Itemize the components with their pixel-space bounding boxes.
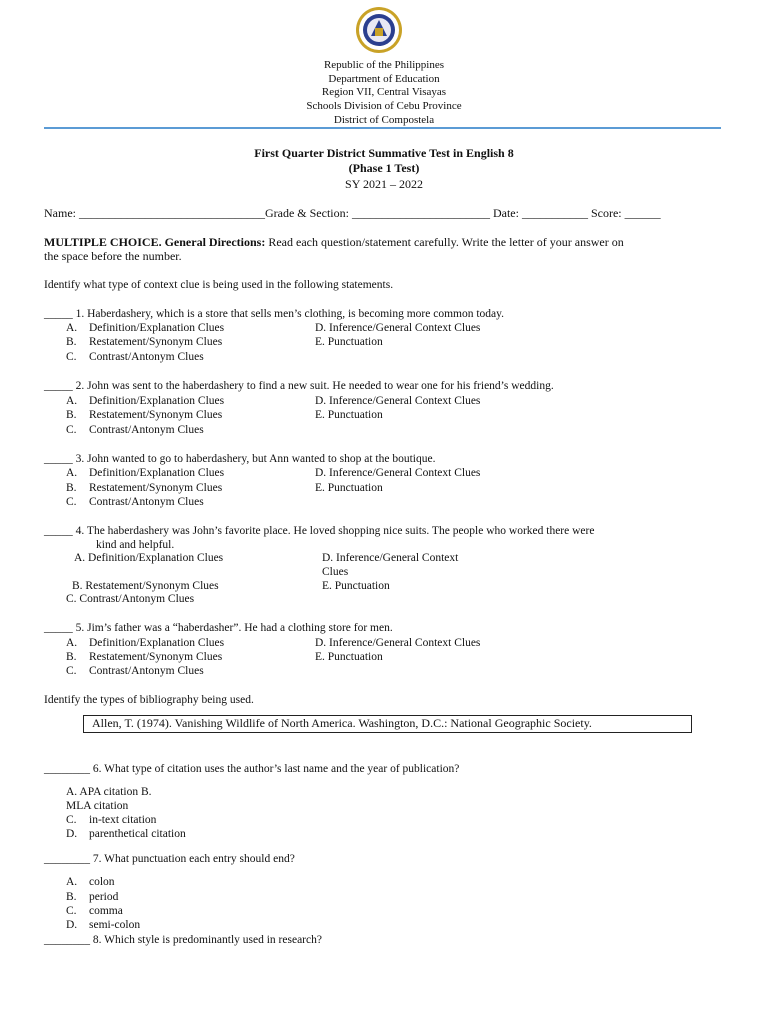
directions-label: MULTIPLE CHOICE. General Directions: [44, 235, 266, 249]
q5-opt-a: Definition/Explanation Clues [89, 637, 225, 649]
header-department: Department of Education [328, 73, 440, 85]
q2-opt-a: Definition/Explanation Clues [89, 395, 225, 407]
q6-opt-d-letter: D. [66, 828, 78, 840]
q1-opt-c: Contrast/Antonym Clues [89, 351, 204, 363]
q1-opt-c-letter: C. [66, 351, 77, 363]
directions-line1 [44, 235, 624, 249]
q2-opt-e: E. Punctuation [315, 409, 383, 421]
q2-opt-c: Contrast/Antonym Clues [89, 424, 204, 436]
q5-opt-c: Contrast/Antonym Clues [89, 665, 204, 677]
q5-opt-b: Restatement/Synonym Clues [89, 651, 223, 663]
q6-opt-b: MLA citation [66, 800, 129, 812]
q5-opt-e: E. Punctuation [315, 651, 383, 663]
q5-opt-c-letter: C. [66, 665, 77, 677]
q3-opt-e: E. Punctuation [315, 482, 383, 494]
instruction-context-clues: Identify what type of context clue is being used in the following statements. [44, 279, 394, 291]
q4-opt-e: E. Punctuation [322, 580, 390, 592]
q7-opt-c-letter: C. [66, 905, 77, 917]
q7-opt-a-letter: A. [66, 876, 78, 888]
q6-opt-a: A. APA citation B. [66, 786, 152, 798]
q1-opt-d: D. Inference/General Context Clues [315, 322, 481, 334]
question-3-stem: _____ 3. John wanted to go to haberdashery, but Ann wanted to shop at the boutique. [44, 453, 436, 465]
q2-opt-c-letter: C. [66, 424, 77, 436]
header-division: Schools Division of Cebu Province [306, 100, 462, 112]
q7-opt-c: comma [89, 905, 123, 917]
q4-opt-d: D. Inference/General Context [322, 552, 459, 564]
q6-opt-d: parenthetical citation [89, 828, 186, 840]
header-republic: Republic of the Philippines [323, 59, 445, 71]
q3-opt-b-letter: B. [66, 482, 77, 494]
question-4-stem-cont: kind and helpful. [96, 539, 175, 551]
q7-opt-d: semi-colon [89, 919, 141, 931]
question-5-stem: _____ 5. Jim’s father was a “haberdasher”. He had a clothing store for men. [44, 622, 393, 634]
header-region: Region VII, Central Visayas [321, 86, 447, 98]
q1-opt-a-letter: A. [66, 322, 78, 334]
q6-opt-c: in-text citation [89, 814, 157, 826]
q1-opt-a: Definition/Explanation Clues [89, 322, 225, 334]
q3-opt-b: Restatement/Synonym Clues [89, 482, 223, 494]
q7-opt-b: period [89, 891, 119, 903]
q4-opt-a: A. Definition/Explanation Clues [74, 552, 224, 564]
school-year: SY 2021 – 2022 [345, 177, 423, 191]
q7-opt-b-letter: B. [66, 891, 77, 903]
q5-opt-b-letter: B. [66, 651, 77, 663]
q1-opt-b-letter: B. [66, 336, 77, 348]
citation-text: Allen, T. (1974). Vanishing Wildlife of North America. Washington, D.C.: National Geographic Society. [92, 716, 592, 730]
instruction-bibliography: Identify the types of bibliography being used. [44, 694, 254, 706]
q4-opt-d-cont: Clues [322, 566, 349, 578]
question-1-stem: _____ 1. Haberdashery, which is a store that sells men’s clothing, is becoming more common today. [44, 308, 505, 320]
q2-opt-d: D. Inference/General Context Clues [315, 395, 481, 407]
q3-opt-c-letter: C. [66, 496, 77, 508]
q2-opt-b-letter: B. [66, 409, 77, 421]
q5-opt-d: D. Inference/General Context Clues [315, 637, 481, 649]
q3-opt-c: Contrast/Antonym Clues [89, 496, 204, 508]
q3-opt-d: D. Inference/General Context Clues [315, 467, 481, 479]
q4-opt-b: B. Restatement/Synonym Clues [72, 580, 219, 592]
test-phase: (Phase 1 Test) [348, 161, 420, 175]
question-8-stem: ________ 8. Which style is predominantly used in research? [44, 934, 322, 946]
question-6-stem: ________ 6. What type of citation uses the author’s last name and the year of publication? [44, 763, 460, 775]
q2-opt-a-letter: A. [66, 395, 78, 407]
header-district: District of Compostela [333, 114, 435, 126]
q3-opt-a-letter: A. [66, 467, 78, 479]
q7-opt-a: colon [89, 876, 115, 888]
deped-seal-logo [345, 6, 413, 54]
q5-opt-a-letter: A. [66, 637, 78, 649]
q1-opt-e: E. Punctuation [315, 336, 383, 348]
q7-opt-d-letter: D. [66, 919, 78, 931]
question-2-stem: _____ 2. John was sent to the haberdashery to find a new suit. He needed to wear one for his friend’s wedding. [44, 380, 554, 392]
directions-text: Read each question/statement carefully. Write the letter of your answer on [265, 235, 624, 249]
q2-opt-b: Restatement/Synonym Clues [89, 409, 223, 421]
question-7-stem: ________ 7. What punctuation each entry should end? [44, 853, 295, 865]
header-rule [44, 127, 721, 129]
directions-line2: the space before the number. [44, 249, 182, 263]
q3-opt-a: Definition/Explanation Clues [89, 467, 225, 479]
q1-opt-b: Restatement/Synonym Clues [89, 336, 223, 348]
name-line: Name: _______________________________Grade & Section: _______________________ Date: ___________ Score: ______ [44, 206, 661, 220]
question-4-stem: _____ 4. The haberdashery was John’s favorite place. He loved shopping nice suits. The people who worked there were [44, 525, 595, 537]
test-title: First Quarter District Summative Test in English 8 [254, 146, 514, 160]
q4-opt-c: C. Contrast/Antonym Clues [66, 593, 195, 605]
citation-box [83, 715, 692, 733]
q6-opt-c-letter: C. [66, 814, 77, 826]
